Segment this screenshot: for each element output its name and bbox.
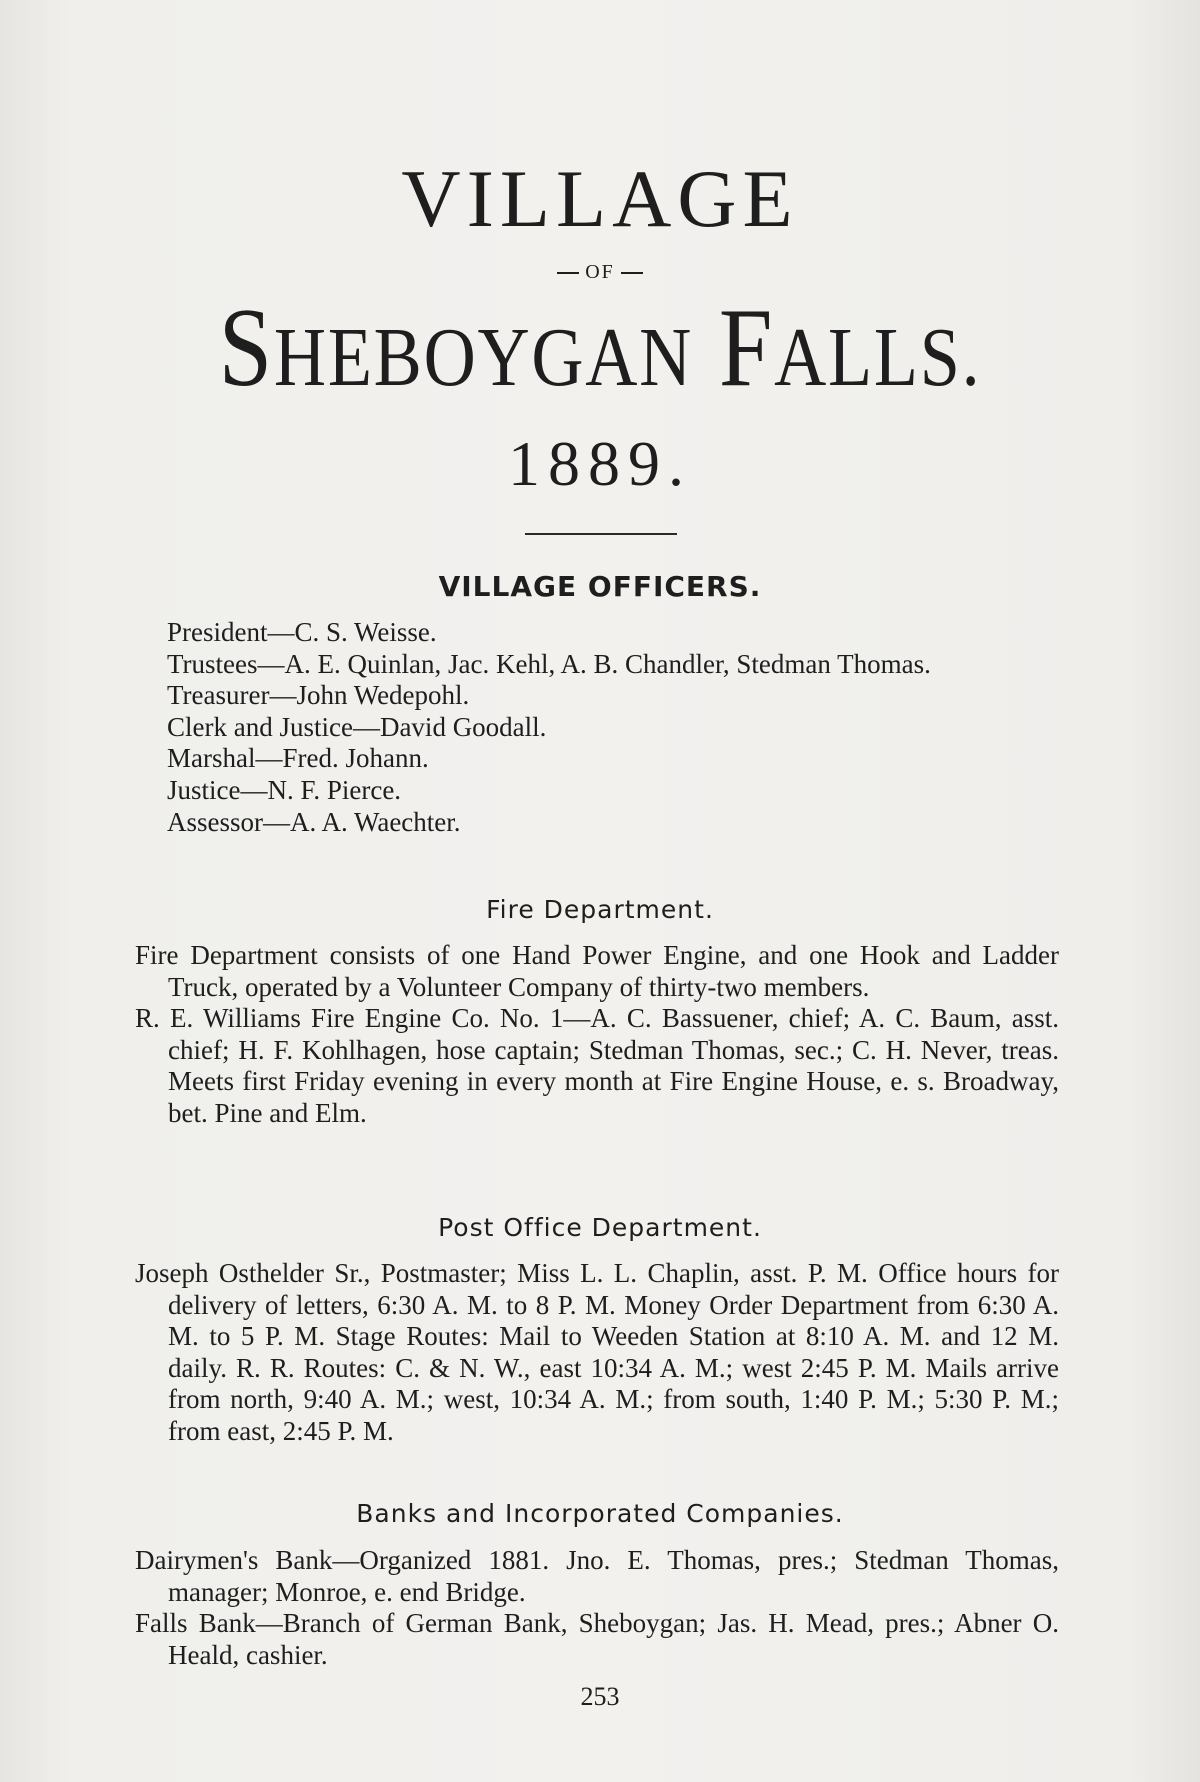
post-entry: Joseph Osthelder Sr., Postmaster; Miss L. L. Chaplin, asst. P. M. Office hours for delivery of letters, 6:30 A. M. to 8 P. M. Money Order Department from 6:30 A. M. to 5 P. M. Stage Routes: Mail to Weeden Station at 8:10 A. M. and 12 M. daily. R. R. Routes: C. & N. W., east 10:34 A. M.; west 2:45 P. M. Mails arrive from north, 9:40 A. M.; west, 10:34 A. M.; from south, 1:40 P. M.; 5:30 P. M.; from east, 2:45 P. M.	[135, 1258, 1059, 1446]
officer-line: Assessor—A. A. Waechter.	[167, 806, 461, 837]
officer-line: Marshal—Fred. Johann.	[167, 743, 429, 774]
page-number: 253	[580, 1682, 620, 1711]
dash-right	[621, 272, 643, 274]
heading-village-officers: VILLAGE OFFICERS.	[438, 570, 762, 603]
officer-line: President—C. S. Weisse.	[167, 617, 437, 647]
title-year: 1889.	[508, 428, 692, 499]
title-word-falls: FALLS.	[718, 286, 982, 410]
bank-entry: Falls Bank—Branch of German Bank, Sheboygan; Jas. H. Mead, pres.; Abner O. Heald, cashier.	[135, 1608, 1059, 1670]
bank-entries	[135, 1545, 1059, 1671]
bank-entry: Dairymen's Bank—Organized 1881. Jno. E. Thomas, pres.; Stedman Thomas, manager; Monroe, e. end Bridge.	[135, 1545, 1059, 1607]
fire-entries	[135, 940, 1059, 1130]
officer-line: Justice—N. F. Pierce.	[167, 774, 402, 805]
title-rule	[525, 533, 677, 535]
officer-line: Treasurer—John Wedepohl.	[167, 680, 470, 711]
officers-list	[135, 617, 1059, 838]
heading-banks: Banks and Incorporated Companies.	[356, 1499, 844, 1528]
title-of	[0, 262, 1200, 282]
dash-left	[557, 272, 579, 274]
title-sheboygan-falls	[84, 286, 1116, 410]
officer-line: Clerk and Justice—David Goodall.	[167, 711, 547, 742]
title-word-sheboygan: SHEBOYGAN	[218, 286, 694, 410]
heading-post-office: Post Office Department.	[438, 1213, 762, 1242]
title-village: VILLAGE	[401, 153, 799, 244]
fire-entry: Fire Department consists of one Hand Power Engine, and one Hook and Ladder Truck, operated by a Volunteer Company of thirty-two members.	[135, 940, 1059, 1002]
post-entries	[135, 1258, 1059, 1448]
heading-fire-department: Fire Department.	[486, 895, 714, 924]
title-of-text: OF	[585, 261, 615, 283]
fire-entry: R. E. Williams Fire Engine Co. No. 1—A. C. Bassuener, chief; A. C. Baum, asst. chief; H. F. Kohlhagen, hose captain; Stedman Thomas, sec.; C. H. Never, treas. Meets first Friday evening in every month at Fire Engine House, e. s. Broadway, bet. Pine and Elm.	[135, 1003, 1059, 1128]
officer-line: Trustees—A. E. Quinlan, Jac. Kehl, A. B. Chandler, Stedman Thomas.	[167, 648, 931, 679]
